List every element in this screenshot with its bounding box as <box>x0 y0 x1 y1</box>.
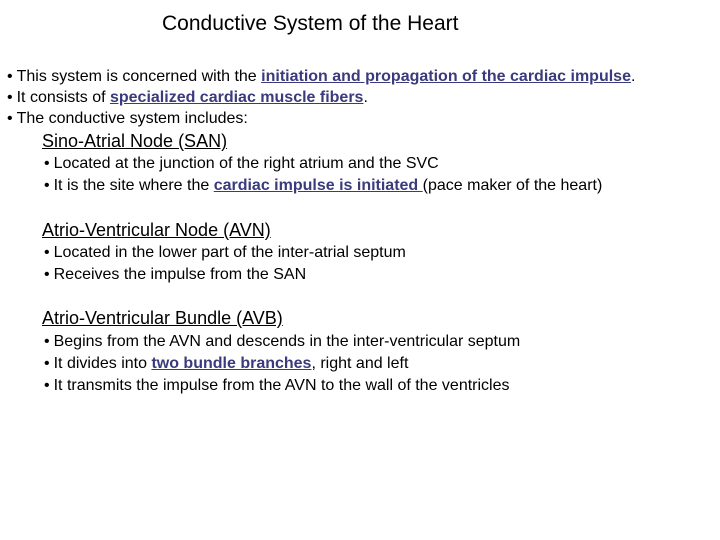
bullet-icon: • <box>44 333 50 350</box>
san-list <box>44 153 602 197</box>
bullet-icon: • <box>7 89 13 106</box>
avb-item-divides: • It divides into two bundle branches, right and left <box>44 355 409 372</box>
highlight-impulse-initiated: cardiac impulse is initiated <box>213 177 423 194</box>
intro-item-concern: • This system is concerned with the initiation and propagation of the cardiac impulse. <box>7 68 636 85</box>
san-item-site: • It is the site where the cardiac impulse is initiated (pace maker of the heart) <box>44 177 603 194</box>
avn-item-location: • Located in the lower part of the inter-atrial septum <box>44 244 406 261</box>
avb-item-transmits: • It transmits the impulse from the AVN to the wall of the ventricles <box>44 377 510 394</box>
intro-item-includes: • The conductive system includes: <box>7 110 248 127</box>
bullet-icon: • <box>44 266 50 283</box>
bullet-icon: • <box>44 155 50 172</box>
highlight-bundle-branches: two bundle branches <box>151 355 312 372</box>
bullet-icon: • <box>7 110 13 127</box>
bullet-icon: • <box>44 244 50 261</box>
intro-item-consists: • It consists of specialized cardiac muscle fibers. <box>7 89 368 106</box>
highlight-fibers: specialized cardiac muscle fibers <box>109 89 364 106</box>
bullet-icon: • <box>44 355 50 372</box>
avn-list <box>44 242 406 286</box>
bullet-icon: • <box>44 177 50 194</box>
san-item-location: • Located at the junction of the right atrium and the SVC <box>44 155 439 172</box>
avn-heading: Atrio-Ventricular Node (AVN) <box>42 220 271 240</box>
avn-item-receives: • Receives the impulse from the SAN <box>44 266 307 283</box>
avb-item-begins: • Begins from the AVN and descends in the inter-ventricular septum <box>44 333 521 350</box>
san-heading: Sino-Atrial Node (SAN) <box>42 131 228 151</box>
bullet-icon: • <box>44 377 50 394</box>
avb-list <box>44 331 520 397</box>
bullet-icon: • <box>7 68 13 85</box>
avb-heading: Atrio-Ventricular Bundle (AVB) <box>42 308 283 328</box>
highlight-initiation: initiation and propagation of the cardiac impulse <box>261 68 631 85</box>
intro-list <box>7 66 635 129</box>
slide-title: Conductive System of the Heart <box>162 12 459 35</box>
